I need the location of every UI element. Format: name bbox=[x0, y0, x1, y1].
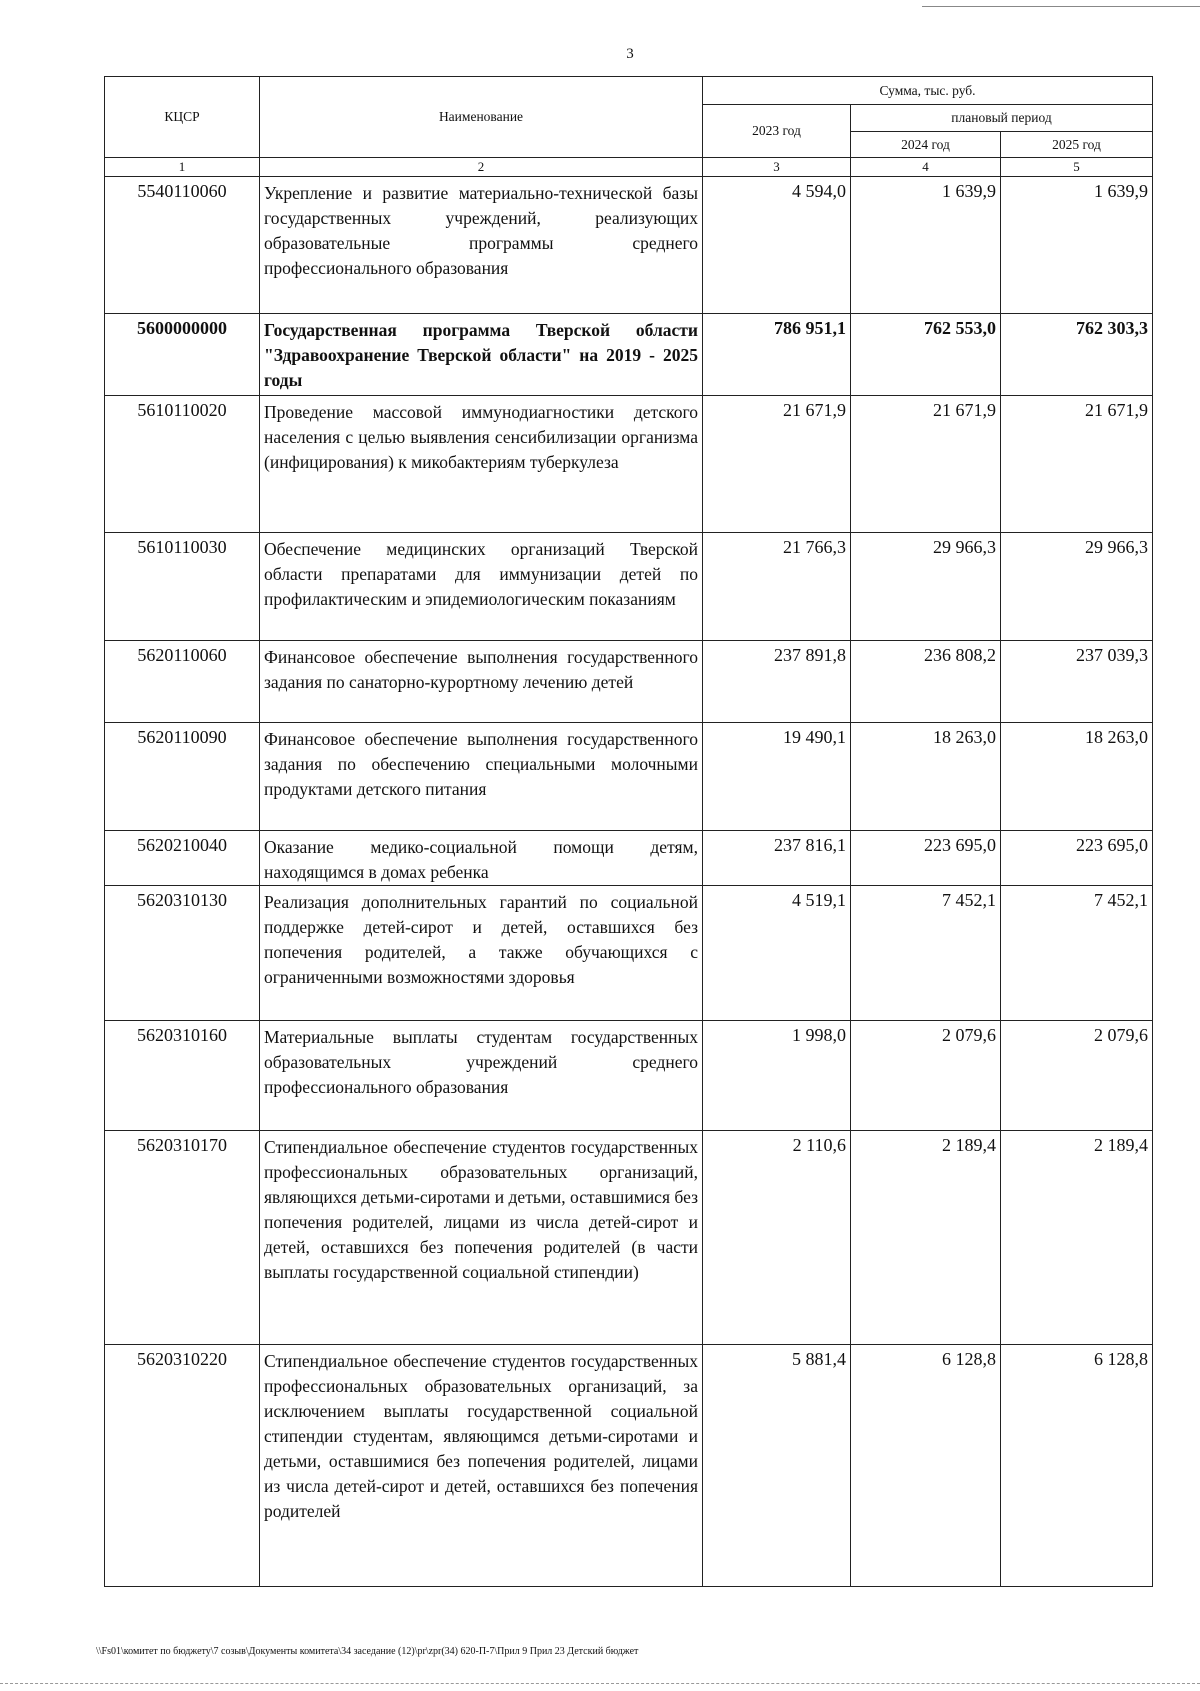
row-value-2024: 6 128,8 bbox=[851, 1345, 1001, 1587]
table-row bbox=[105, 1131, 1153, 1345]
bottom-edge-line bbox=[0, 1683, 1200, 1684]
table-row bbox=[105, 886, 1153, 1021]
row-value-2025: 21 671,9 bbox=[1001, 396, 1153, 533]
row-value-2025: 2 079,6 bbox=[1001, 1021, 1153, 1131]
row-code: 5620310220 bbox=[105, 1345, 260, 1587]
row-value-2023: 21 671,9 bbox=[703, 396, 851, 533]
row-value-2024: 21 671,9 bbox=[851, 396, 1001, 533]
row-code: 5620310160 bbox=[105, 1021, 260, 1131]
row-value-2024: 29 966,3 bbox=[851, 533, 1001, 641]
row-name: Проведение массовой иммунодиагностики детского населения с целью выявления сенсибилизации организма (инфицирования) к микобактериям туберкулеза bbox=[260, 396, 703, 533]
page-number: 3 bbox=[626, 46, 634, 62]
row-value-2024: 762 553,0 bbox=[851, 314, 1001, 396]
column-number: 4 bbox=[851, 158, 1001, 177]
table-row bbox=[105, 1021, 1153, 1131]
row-name: Материальные выплаты студентам государственных образовательных учреждений среднего профессионального образования bbox=[260, 1021, 703, 1131]
row-value-2024: 223 695,0 bbox=[851, 831, 1001, 886]
row-value-2023: 19 490,1 bbox=[703, 723, 851, 831]
row-code: 5620310130 bbox=[105, 886, 260, 1021]
row-value-2025: 2 189,4 bbox=[1001, 1131, 1153, 1345]
row-value-2025: 762 303,3 bbox=[1001, 314, 1153, 396]
header-plan-period: плановый период bbox=[851, 105, 1153, 132]
row-name: Финансовое обеспечение выполнения государственного задания по обеспечению специальными молочными продуктами детского питания bbox=[260, 723, 703, 831]
row-value-2025: 29 966,3 bbox=[1001, 533, 1153, 641]
row-code: 5620210040 bbox=[105, 831, 260, 886]
row-code: 5540110060 bbox=[105, 177, 260, 314]
header-2025: 2025 год bbox=[1001, 132, 1153, 158]
row-name: Стипендиальное обеспечение студентов государственных профессиональных образовательных организаций, за исключением выплаты государственной социальной стипендии студентам, являющимся детьми-сиротами и детьми, оставшимися без попечения родителей, лицами из числа детей-сирот и детей, оставшихся без попечения родителей bbox=[260, 1345, 703, 1587]
header-2024: 2024 год bbox=[851, 132, 1001, 158]
row-value-2025: 18 263,0 bbox=[1001, 723, 1153, 831]
row-value-2025: 6 128,8 bbox=[1001, 1345, 1153, 1587]
row-value-2025: 223 695,0 bbox=[1001, 831, 1153, 886]
row-value-2024: 2 189,4 bbox=[851, 1131, 1001, 1345]
row-value-2023: 1 998,0 bbox=[703, 1021, 851, 1131]
column-number: 3 bbox=[703, 158, 851, 177]
row-value-2023: 2 110,6 bbox=[703, 1131, 851, 1345]
row-value-2025: 7 452,1 bbox=[1001, 886, 1153, 1021]
row-code: 5620110060 bbox=[105, 641, 260, 723]
table-row bbox=[105, 177, 1153, 314]
row-name: Реализация дополнительных гарантий по социальной поддержке детей-сирот и детей, оставшихся без попечения родителей, а также обучающихся с ограниченными возможностями здоровья bbox=[260, 886, 703, 1021]
row-code: 5620310170 bbox=[105, 1131, 260, 1345]
column-number: 2 bbox=[260, 158, 703, 177]
table-row bbox=[105, 396, 1153, 533]
header-code: КЦСР bbox=[105, 77, 260, 158]
row-name: Оказание медико-социальной помощи детям, находящимся в домах ребенка bbox=[260, 831, 703, 886]
footer-file-path: \\Fs01\комитет по бюджету\7 созыв\Документы комитета\34 заседание (12)\pr\zpr(34) 620-П-7\Прил 9 Прил 23 Детский бюджет bbox=[96, 1646, 639, 1657]
row-value-2024: 236 808,2 bbox=[851, 641, 1001, 723]
top-edge-line bbox=[922, 6, 1200, 7]
column-number: 5 bbox=[1001, 158, 1153, 177]
row-value-2024: 1 639,9 bbox=[851, 177, 1001, 314]
row-name: Укрепление и развитие материально-технической базы государственных учреждений, реализующих образовательные программы среднего профессионального образования bbox=[260, 177, 703, 314]
table-row bbox=[105, 533, 1153, 641]
header-name: Наименование bbox=[260, 77, 703, 158]
row-value-2023: 237 816,1 bbox=[703, 831, 851, 886]
header-2023: 2023 год bbox=[703, 105, 851, 158]
row-code: 5610110020 bbox=[105, 396, 260, 533]
row-value-2025: 237 039,3 bbox=[1001, 641, 1153, 723]
row-value-2023: 4 594,0 bbox=[703, 177, 851, 314]
row-name: Государственная программа Тверской области "Здравоохранение Тверской области" на 2019 - 2025 годы bbox=[260, 314, 703, 396]
row-value-2024: 2 079,6 bbox=[851, 1021, 1001, 1131]
row-value-2023: 21 766,3 bbox=[703, 533, 851, 641]
table-row bbox=[105, 723, 1153, 831]
row-code: 5600000000 bbox=[105, 314, 260, 396]
table-row bbox=[105, 1345, 1153, 1587]
row-value-2023: 237 891,8 bbox=[703, 641, 851, 723]
row-value-2023: 5 881,4 bbox=[703, 1345, 851, 1587]
row-value-2024: 7 452,1 bbox=[851, 886, 1001, 1021]
row-name: Стипендиальное обеспечение студентов государственных профессиональных образовательных организаций, являющихся детьми-сиротами и детьми, оставшимися без попечения родителей, лицами из числа детей-сирот и детей, оставшихся без попечения родителей (в части выплаты государственной социальной стипендии) bbox=[260, 1131, 703, 1345]
column-number: 1 bbox=[105, 158, 260, 177]
row-name: Обеспечение медицинских организаций Тверской области препаратами для иммунизации детей по профилактическим и эпидемиологическим показаниям bbox=[260, 533, 703, 641]
header-sum: Сумма, тыс. руб. bbox=[703, 77, 1153, 105]
row-code: 5620110090 bbox=[105, 723, 260, 831]
row-value-2025: 1 639,9 bbox=[1001, 177, 1153, 314]
table-row bbox=[105, 831, 1153, 886]
budget-table bbox=[104, 76, 1153, 1587]
row-value-2024: 18 263,0 bbox=[851, 723, 1001, 831]
table-row bbox=[105, 641, 1153, 723]
row-value-2023: 786 951,1 bbox=[703, 314, 851, 396]
row-value-2023: 4 519,1 bbox=[703, 886, 851, 1021]
row-name: Финансовое обеспечение выполнения государственного задания по санаторно-курортному лечению детей bbox=[260, 641, 703, 723]
row-code: 5610110030 bbox=[105, 533, 260, 641]
table-row bbox=[105, 314, 1153, 396]
